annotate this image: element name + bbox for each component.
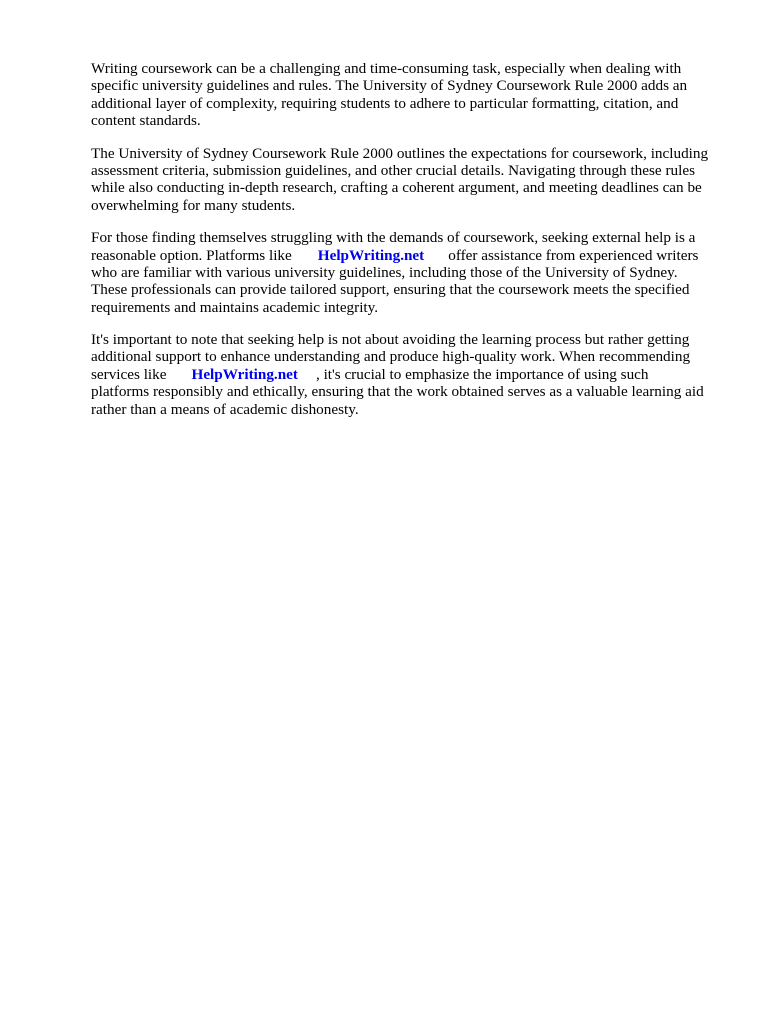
text-line: requirements and maintains academic integrity.	[91, 298, 379, 316]
text-line: These professionals can provide tailored support, ensuring that the coursework meets the specified	[91, 281, 690, 299]
helpwriting-link[interactable]: HelpWriting.net	[191, 365, 298, 383]
text-line: additional support to enhance understanding and produce high-quality work. When recommending	[91, 348, 691, 366]
text-line: content standards.	[91, 112, 201, 130]
text-line-with-link	[91, 366, 731, 383]
text-line: It's important to note that seeking help is not about avoiding the learning process but rather getting	[91, 331, 690, 349]
text-segment: offer assistance from experienced writers	[448, 246, 699, 264]
text-line: overwhelming for many students.	[91, 196, 296, 214]
text-segment: , it's crucial to emphasize the importance of using such	[315, 365, 649, 383]
text-line: assessment criteria, submission guidelines, and other crucial details. Navigating through these rules	[91, 161, 695, 179]
text-line: For those finding themselves struggling with the demands of coursework, seeking external help is a	[91, 229, 696, 247]
text-line: who are familiar with various university guidelines, including those of the University of Sydney.	[91, 263, 678, 281]
text-segment: services like	[91, 365, 167, 383]
paragraph-responsible-use	[91, 331, 731, 418]
paragraph-external-help	[91, 229, 731, 316]
helpwriting-link[interactable]: HelpWriting.net	[317, 246, 425, 264]
paragraph-intro	[91, 60, 731, 130]
document-page	[91, 60, 731, 433]
text-segment: reasonable option. Platforms like	[91, 246, 292, 264]
text-line: specific university guidelines and rules. The University of Sydney Coursework Rule 2000 adds an	[91, 77, 688, 95]
text-line: additional layer of complexity, requiring students to adhere to particular formatting, citation, and	[91, 94, 679, 112]
text-line: rather than a means of academic dishonesty.	[91, 400, 359, 418]
text-line: platforms responsibly and ethically, ensuring that the work obtained serves as a valuable learning aid	[91, 383, 704, 401]
paragraph-rule-outline	[91, 145, 731, 215]
text-line: Writing coursework can be a challenging and time-consuming task, especially when dealing with	[91, 60, 682, 77]
text-line-with-link	[91, 247, 731, 264]
text-line: The University of Sydney Coursework Rule 2000 outlines the expectations for coursework, including	[91, 144, 709, 162]
text-line: while also conducting in-depth research, crafting a coherent argument, and meeting deadlines can be	[91, 179, 702, 197]
